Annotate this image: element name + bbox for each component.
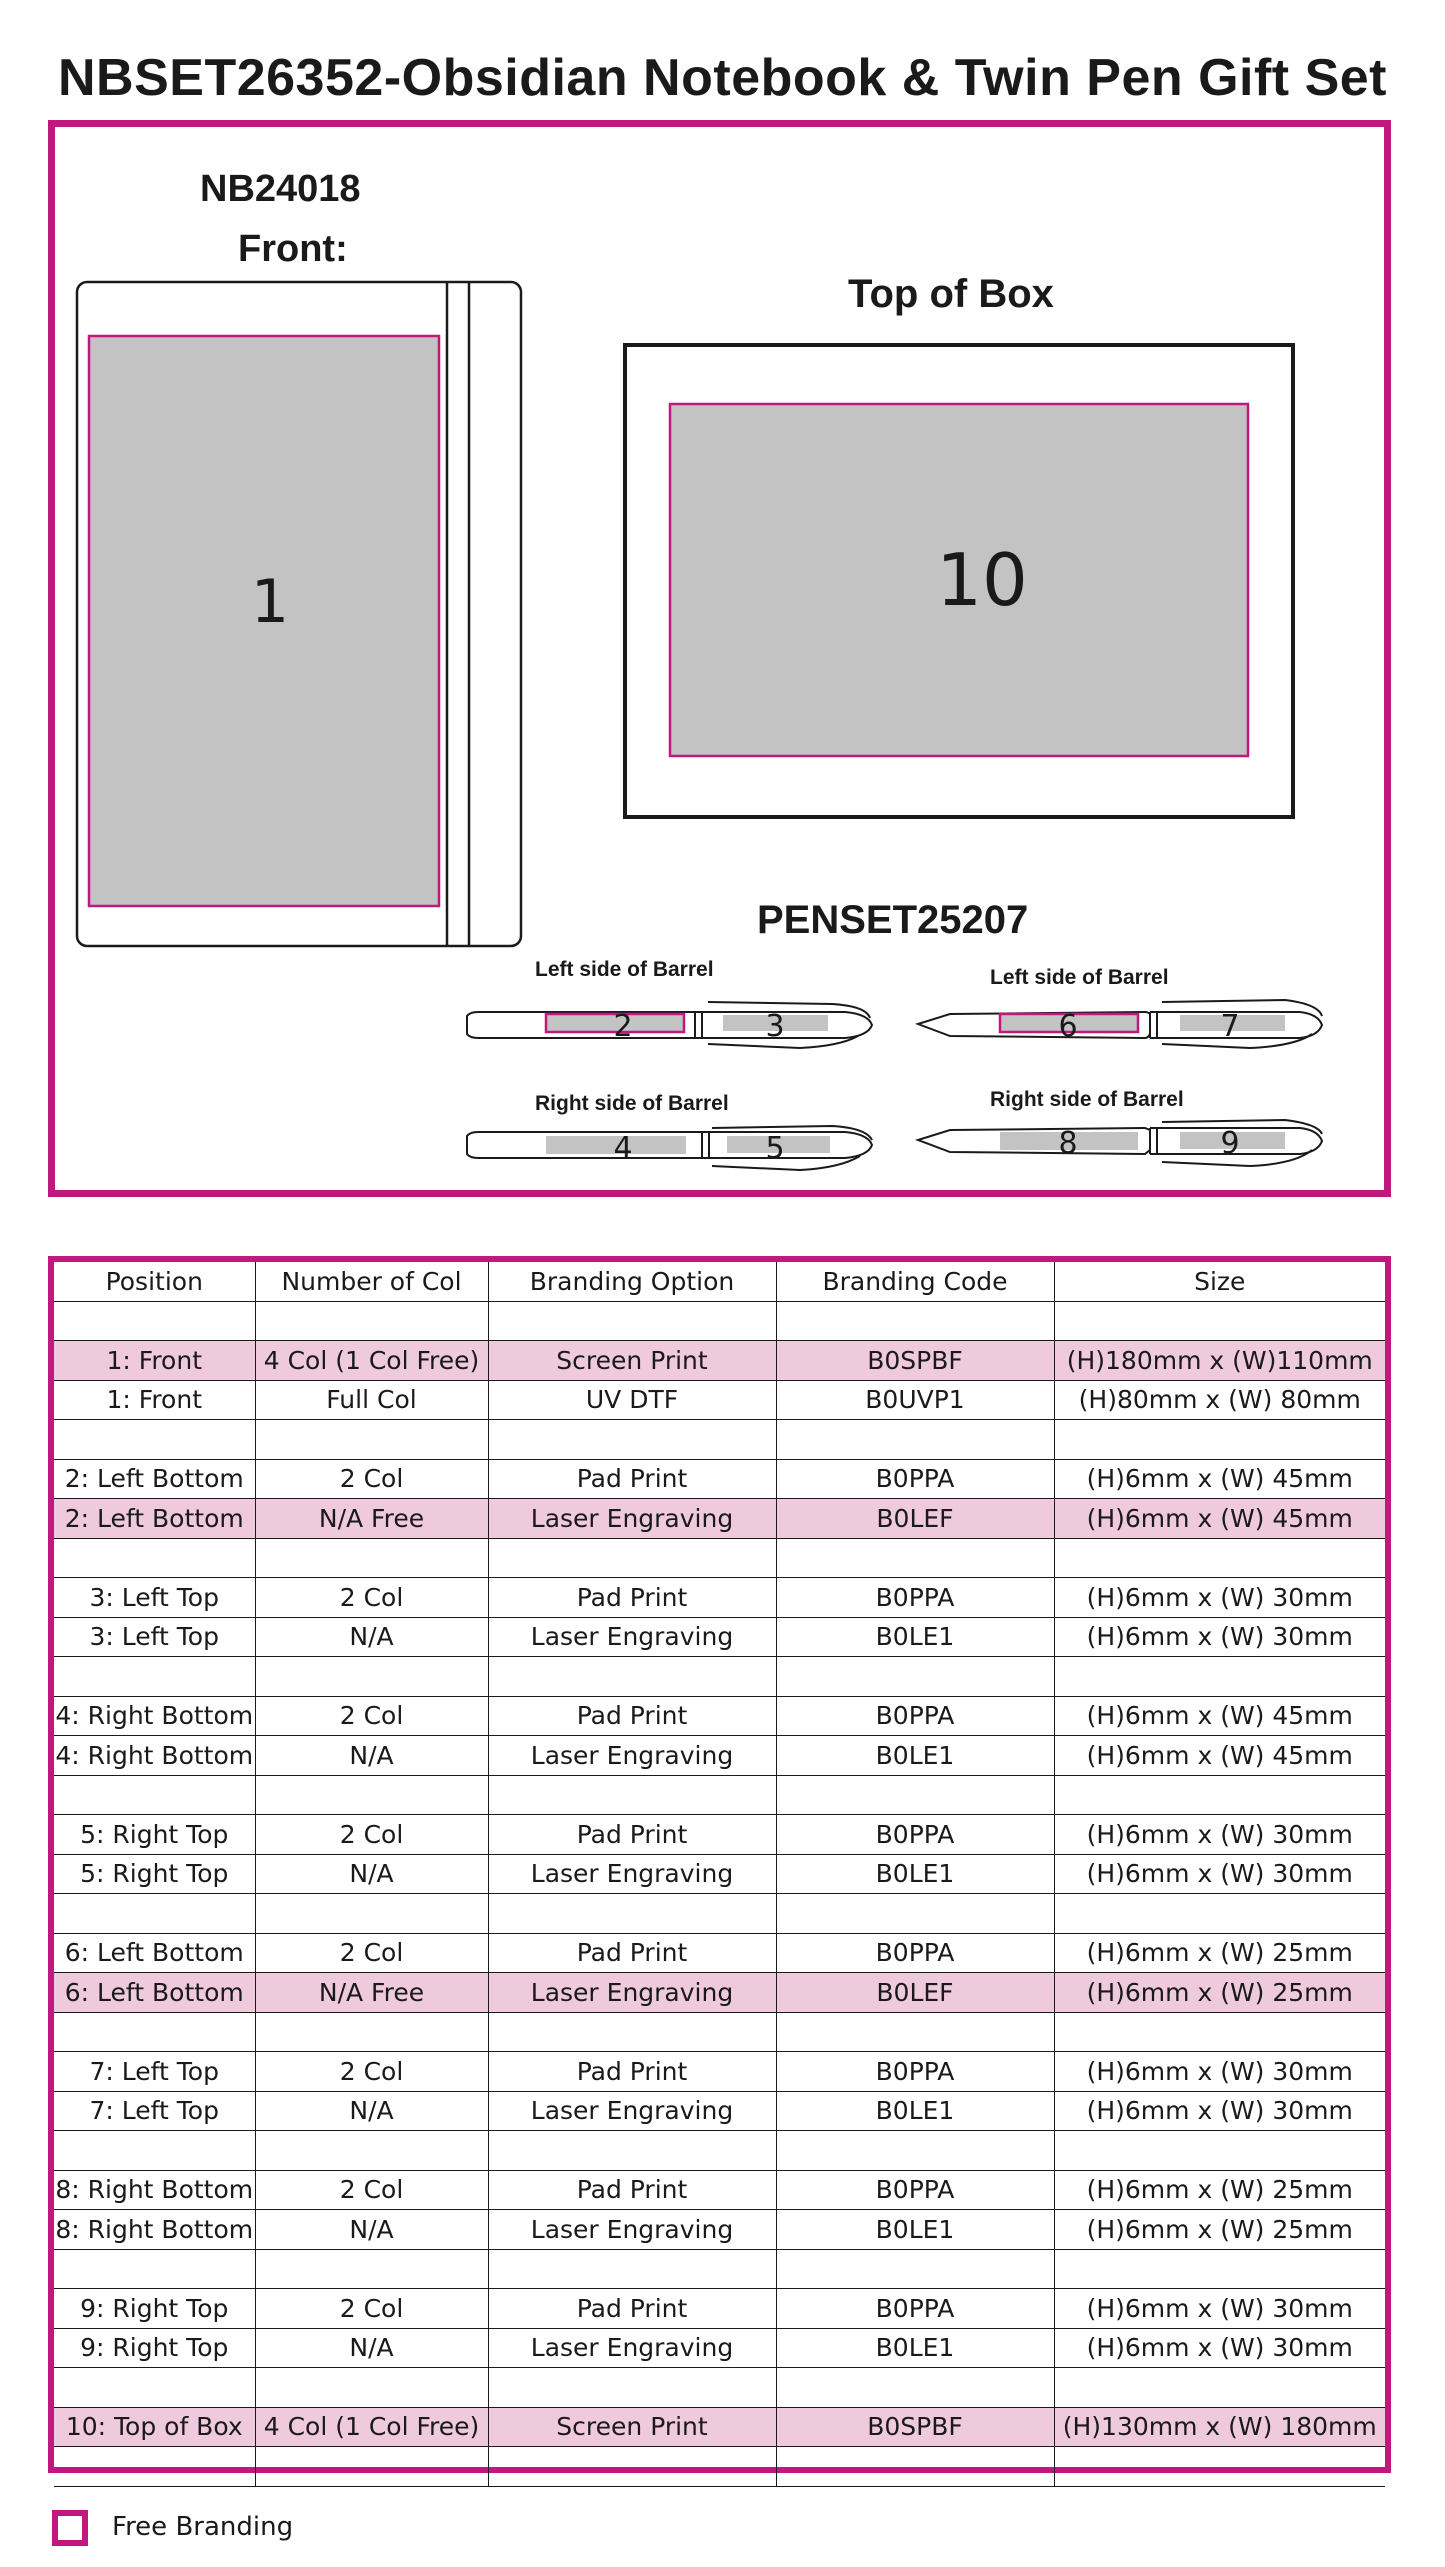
cell-branding-option (488, 1301, 776, 1341)
table-row (54, 2447, 1385, 2487)
cell-size (1054, 2249, 1385, 2289)
cell-branding-option: Pad Print (488, 1815, 776, 1855)
cell-size (1054, 2012, 1385, 2052)
area-label-7: 7 (1220, 1009, 1240, 1044)
cell-size: (H)6mm x (W) 30mm (1054, 1815, 1385, 1855)
table-row (54, 2368, 1385, 2408)
cell-branding-option (488, 1538, 776, 1578)
cell-number-of-col: 2 Col (255, 1933, 488, 1973)
cell-size (1054, 1301, 1385, 1341)
cell-branding-code: B0LEF (776, 1973, 1054, 2013)
cell-position: 3: Left Top (54, 1578, 255, 1618)
cell-number-of-col: 2 Col (255, 1815, 488, 1855)
area-label-8: 8 (1058, 1126, 1078, 1161)
cell-branding-code (776, 1538, 1054, 1578)
header-number-of-col: Number of Col (255, 1262, 488, 1301)
cell-branding-code: B0LE1 (776, 1617, 1054, 1657)
cell-position (54, 2249, 255, 2289)
cell-position (54, 2131, 255, 2171)
cell-branding-code: B0PPA (776, 1578, 1054, 1618)
cell-branding-code (776, 2368, 1054, 2408)
legend-label: Free Branding (112, 2512, 294, 2542)
cell-size: (H)6mm x (W) 30mm (1054, 2052, 1385, 2092)
cell-branding-code: B0SPBF (776, 1341, 1054, 1381)
cell-number-of-col (255, 2368, 488, 2408)
cell-number-of-col (255, 2131, 488, 2171)
table-row (54, 1341, 1385, 1381)
cell-branding-option: Pad Print (488, 2170, 776, 2210)
cell-size: (H)180mm x (W)110mm (1054, 1341, 1385, 1381)
cell-branding-code: B0LE1 (776, 2328, 1054, 2368)
pen-1-left-view (467, 1002, 872, 1048)
cell-position: 6: Left Bottom (54, 1933, 255, 1973)
cell-number-of-col (255, 2012, 488, 2052)
cell-number-of-col: Full Col (255, 1380, 488, 1420)
table-row (54, 2289, 1385, 2329)
cell-number-of-col (255, 2249, 488, 2289)
cell-size: (H)6mm x (W) 25mm (1054, 2210, 1385, 2250)
cell-branding-option (488, 1775, 776, 1815)
cell-branding-option: Laser Engraving (488, 2328, 776, 2368)
table-row (54, 2052, 1385, 2092)
cell-branding-option: Laser Engraving (488, 2091, 776, 2131)
cell-branding-code: B0LEF (776, 1499, 1054, 1539)
pen-1-right-view (467, 1126, 872, 1170)
cell-branding-code: B0PPA (776, 1696, 1054, 1736)
area-label-10: 10 (936, 538, 1028, 622)
table-row (54, 1775, 1385, 1815)
penset-code-label: PENSET25207 (757, 898, 1029, 942)
cell-position: 2: Left Bottom (54, 1499, 255, 1539)
cell-branding-option (488, 2131, 776, 2171)
table-row (54, 1459, 1385, 1499)
cell-size (1054, 1538, 1385, 1578)
cell-branding-code: B0PPA (776, 2170, 1054, 2210)
cell-size: (H)6mm x (W) 30mm (1054, 1578, 1385, 1618)
cell-number-of-col: 4 Col (1 Col Free) (255, 2407, 488, 2447)
table-row (54, 1933, 1385, 1973)
table-row (54, 2091, 1385, 2131)
area-label-1: 1 (250, 567, 290, 637)
table-row (54, 2328, 1385, 2368)
cell-branding-code: B0PPA (776, 1815, 1054, 1855)
cell-branding-option: Laser Engraving (488, 1617, 776, 1657)
cell-number-of-col: 4 Col (1 Col Free) (255, 1341, 488, 1381)
header-branding-option: Branding Option (488, 1262, 776, 1301)
cell-position (54, 2012, 255, 2052)
cell-branding-option: Laser Engraving (488, 1736, 776, 1776)
cell-number-of-col (255, 2447, 488, 2487)
table-row (54, 1301, 1385, 1341)
cell-branding-code: B0LE1 (776, 1736, 1054, 1776)
cell-position: 5: Right Top (54, 1854, 255, 1894)
notebook-code-label: NB24018 (200, 168, 361, 210)
cell-size (1054, 1894, 1385, 1934)
header-position: Position (54, 1262, 255, 1301)
table-row (54, 2249, 1385, 2289)
area-label-4: 4 (613, 1131, 633, 1166)
cell-branding-code (776, 2249, 1054, 2289)
cell-position: 6: Left Bottom (54, 1973, 255, 2013)
table-row (54, 1617, 1385, 1657)
cell-position (54, 1420, 255, 1460)
cell-number-of-col: 2 Col (255, 1459, 488, 1499)
area-label-2: 2 (613, 1009, 633, 1044)
area-label-6: 6 (1058, 1009, 1078, 1044)
notebook-face-label: Front: (238, 228, 348, 270)
cell-branding-code: B0LE1 (776, 2091, 1054, 2131)
cell-branding-code (776, 1420, 1054, 1460)
cell-position: 8: Right Bottom (54, 2170, 255, 2210)
pen-2-left-label: Left side of Barrel (990, 966, 1169, 989)
cell-position: 10: Top of Box (54, 2407, 255, 2447)
cell-branding-option: Pad Print (488, 1578, 776, 1618)
table-row (54, 1736, 1385, 1776)
page-title: NBSET26352-Obsidian Notebook & Twin Pen Gift Set (57, 49, 1387, 107)
cell-branding-option: Screen Print (488, 2407, 776, 2447)
cell-position (54, 2447, 255, 2487)
cell-number-of-col: N/A (255, 1617, 488, 1657)
cell-size: (H)6mm x (W) 30mm (1054, 2091, 1385, 2131)
cell-number-of-col: N/A Free (255, 1499, 488, 1539)
cell-size: (H)6mm x (W) 25mm (1054, 1933, 1385, 1973)
cell-branding-option (488, 1894, 776, 1934)
cell-branding-option (488, 2249, 776, 2289)
table-row (54, 1420, 1385, 1460)
cell-position: 1: Front (54, 1380, 255, 1420)
cell-branding-code: B0PPA (776, 2052, 1054, 2092)
cell-position: 1: Front (54, 1341, 255, 1381)
cell-branding-code (776, 2447, 1054, 2487)
cell-number-of-col: 2 Col (255, 1696, 488, 1736)
cell-position (54, 1538, 255, 1578)
free-branding-swatch (52, 2510, 88, 2546)
table-row (54, 1854, 1385, 1894)
cell-branding-code: B0PPA (776, 1459, 1054, 1499)
table-row (54, 1973, 1385, 2013)
cell-size: (H)6mm x (W) 30mm (1054, 1617, 1385, 1657)
table-row (54, 1657, 1385, 1697)
area-label-5: 5 (765, 1131, 785, 1166)
cell-size: (H)6mm x (W) 45mm (1054, 1696, 1385, 1736)
cell-number-of-col (255, 1420, 488, 1460)
cell-branding-option: UV DTF (488, 1380, 776, 1420)
box-label: Top of Box (848, 272, 1054, 316)
cell-branding-option (488, 1657, 776, 1697)
cell-branding-option: Screen Print (488, 1341, 776, 1381)
table-row (54, 1815, 1385, 1855)
table-row (54, 2170, 1385, 2210)
cell-size (1054, 1657, 1385, 1697)
cell-branding-code (776, 1894, 1054, 1934)
cell-branding-option: Laser Engraving (488, 1854, 776, 1894)
pen-2-right-view (918, 1120, 1322, 1166)
cell-size: (H)6mm x (W) 30mm (1054, 2328, 1385, 2368)
cell-size: (H)130mm x (W) 180mm (1054, 2407, 1385, 2447)
notebook-drawing (77, 282, 521, 946)
table-row (54, 2407, 1385, 2447)
cell-position: 7: Left Top (54, 2052, 255, 2092)
table-row (54, 1499, 1385, 1539)
header-size: Size (1054, 1262, 1385, 1301)
cell-number-of-col (255, 1894, 488, 1934)
cell-branding-option: Laser Engraving (488, 1499, 776, 1539)
cell-branding-code (776, 2012, 1054, 2052)
cell-size: (H)6mm x (W) 30mm (1054, 1854, 1385, 1894)
cell-branding-option: Pad Print (488, 1459, 776, 1499)
cell-position (54, 1894, 255, 1934)
pen-2-left-view (918, 1000, 1322, 1048)
cell-branding-code: B0UVP1 (776, 1380, 1054, 1420)
header-branding-code: Branding Code (776, 1262, 1054, 1301)
cell-position: 5: Right Top (54, 1815, 255, 1855)
cell-position: 7: Left Top (54, 2091, 255, 2131)
cell-position: 2: Left Bottom (54, 1459, 255, 1499)
cell-branding-code (776, 1657, 1054, 1697)
area-label-3: 3 (765, 1009, 785, 1044)
cell-size (1054, 1420, 1385, 1460)
cell-number-of-col: N/A (255, 2210, 488, 2250)
cell-number-of-col: N/A (255, 2328, 488, 2368)
area-label-9: 9 (1220, 1126, 1240, 1161)
cell-branding-code: B0PPA (776, 2289, 1054, 2329)
cell-number-of-col: 2 Col (255, 1578, 488, 1618)
cell-branding-option: Pad Print (488, 1933, 776, 1973)
cell-branding-code: B0LE1 (776, 1854, 1054, 1894)
cell-size (1054, 2447, 1385, 2487)
cell-number-of-col: N/A Free (255, 1973, 488, 2013)
table-row (54, 1696, 1385, 1736)
cell-branding-option: Pad Print (488, 2289, 776, 2329)
table-row (54, 1894, 1385, 1934)
cell-branding-code (776, 1775, 1054, 1815)
cell-size: (H)80mm x (W) 80mm (1054, 1380, 1385, 1420)
table-row (54, 2012, 1385, 2052)
cell-branding-code: B0LE1 (776, 2210, 1054, 2250)
table-row (54, 1578, 1385, 1618)
pen-1-right-label: Right side of Barrel (535, 1092, 729, 1115)
pen-2-right-label: Right side of Barrel (990, 1088, 1184, 1111)
table-row (54, 2210, 1385, 2250)
cell-position: 9: Right Top (54, 2328, 255, 2368)
cell-number-of-col (255, 1538, 488, 1578)
cell-branding-code (776, 1301, 1054, 1341)
cell-number-of-col (255, 1301, 488, 1341)
cell-branding-option (488, 1420, 776, 1460)
cell-number-of-col (255, 1657, 488, 1697)
cell-branding-code: B0SPBF (776, 2407, 1054, 2447)
cell-position (54, 1301, 255, 1341)
cell-position: 3: Left Top (54, 1617, 255, 1657)
cell-branding-option: Laser Engraving (488, 1973, 776, 2013)
cell-number-of-col: N/A (255, 1854, 488, 1894)
cell-number-of-col: 2 Col (255, 2052, 488, 2092)
table-row (54, 1538, 1385, 1578)
table-row (54, 1380, 1385, 1420)
cell-position: 8: Right Bottom (54, 2210, 255, 2250)
cell-number-of-col: 2 Col (255, 2170, 488, 2210)
cell-branding-code (776, 2131, 1054, 2171)
cell-size (1054, 1775, 1385, 1815)
cell-number-of-col: 2 Col (255, 2289, 488, 2329)
cell-position (54, 1657, 255, 1697)
cell-size: (H)6mm x (W) 45mm (1054, 1499, 1385, 1539)
cell-size: (H)6mm x (W) 25mm (1054, 1973, 1385, 2013)
cell-position (54, 2368, 255, 2408)
cell-size: (H)6mm x (W) 45mm (1054, 1736, 1385, 1776)
cell-number-of-col: N/A (255, 2091, 488, 2131)
cell-position: 4: Right Bottom (54, 1696, 255, 1736)
cell-position (54, 1775, 255, 1815)
cell-branding-option (488, 2447, 776, 2487)
pen-1-left-label: Left side of Barrel (535, 958, 714, 981)
cell-branding-option: Pad Print (488, 1696, 776, 1736)
cell-number-of-col (255, 1775, 488, 1815)
cell-size (1054, 2131, 1385, 2171)
cell-number-of-col: N/A (255, 1736, 488, 1776)
cell-size (1054, 2368, 1385, 2408)
table-header-row (54, 1262, 1385, 1301)
branding-table (48, 1256, 1391, 2473)
cell-size: (H)6mm x (W) 45mm (1054, 1459, 1385, 1499)
cell-size: (H)6mm x (W) 30mm (1054, 2289, 1385, 2329)
table-row (54, 2131, 1385, 2171)
cell-branding-option: Laser Engraving (488, 2210, 776, 2250)
cell-size: (H)6mm x (W) 25mm (1054, 2170, 1385, 2210)
cell-position: 9: Right Top (54, 2289, 255, 2329)
cell-branding-option (488, 2368, 776, 2408)
box-drawing (625, 345, 1293, 817)
cell-branding-option (488, 2012, 776, 2052)
cell-branding-code: B0PPA (776, 1933, 1054, 1973)
cell-position: 4: Right Bottom (54, 1736, 255, 1776)
cell-branding-option: Pad Print (488, 2052, 776, 2092)
